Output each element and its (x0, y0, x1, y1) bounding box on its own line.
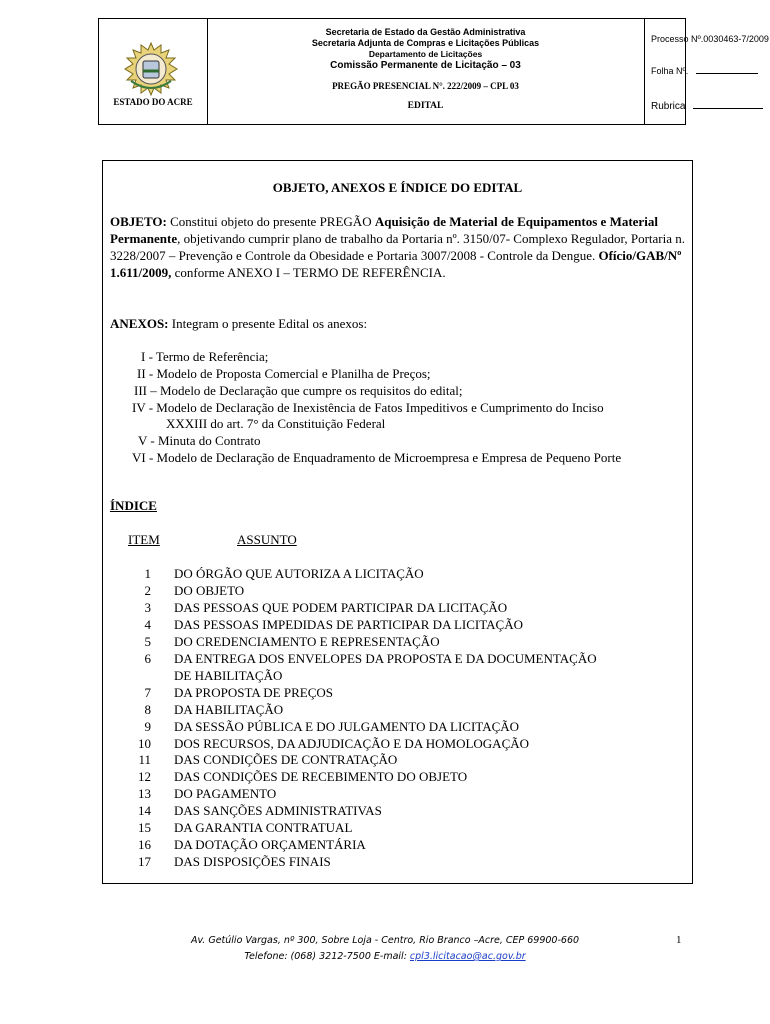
processo-number: Processo Nº.0030463-7/2009 (651, 34, 769, 44)
index-number: 10 (138, 736, 151, 751)
index-number: 3 (144, 600, 151, 615)
header-line-pregao: PREGÃO PRESENCIAL N°. 222/2009 – CPL 03 (332, 81, 519, 91)
index-number: 7 (144, 685, 151, 700)
header-line-comissao: Comissão Permanente de Licitação – 03 (330, 60, 521, 71)
header-line-edital: EDITAL (407, 101, 444, 111)
rubrica-blank (693, 100, 763, 109)
footer-email-link[interactable]: cpl3.licitacao@ac.gov.br (409, 951, 526, 962)
folha-field (651, 65, 758, 76)
index-title: DAS CONDIÇÕES DE RECEBIMENTO DO OBJETO (174, 769, 468, 784)
header-right-cell (645, 19, 770, 124)
folha-blank (696, 65, 758, 74)
footer-address: Av. Getúlio Vargas, nº 300, Sobre Loja - Centro, Rio Branco –Acre, CEP 69900-660 (190, 935, 580, 946)
folha-label: Folha Nº. (651, 66, 689, 76)
footer-contact (0, 951, 770, 962)
index-number: 2 (144, 583, 151, 598)
anexo-item: III – Modelo de Declaração que cumpre os requisitos do edital; (134, 383, 463, 398)
index-number: 4 (144, 617, 151, 632)
index-title: DA SESSÃO PÚBLICA E DO JULGAMENTO DA LICITAÇÃO (174, 719, 520, 734)
index-number: 12 (138, 769, 151, 784)
anexo-item: II - Modelo de Proposta Comercial e Planilha de Preços; (137, 366, 431, 381)
index-title: DOS RECURSOS, DA ADJUDICAÇÃO E DA HOMOLOGAÇÃO (174, 736, 530, 751)
index-title: DA DOTAÇÃO ORÇAMENTÁRIA (174, 837, 366, 852)
header-center-cell (207, 19, 645, 124)
index-number: 15 (138, 820, 151, 835)
index-title: DAS SANÇÕES ADMINISTRATIVAS (174, 803, 382, 818)
index-number: 5 (144, 634, 151, 649)
page-number: 1 (676, 934, 682, 946)
index-number: 6 (144, 651, 151, 666)
objeto-text-1: Constitui objeto do presente PREGÃO (166, 214, 375, 229)
index-title: DO CREDENCIAMENTO E REPRESENTAÇÃO (174, 634, 440, 649)
objeto-text-2: , objetivando cumprir plano de trabalho da Portaria nº. 3150/07- Complexo Regulador, Portaria n. 3228/2007 – Prevenção e Controle da Obesidade e Portaria 3007/2008 - Controle da Dengue. (110, 231, 686, 263)
index-title: DA HABILITAÇÃO (174, 702, 284, 717)
index-title: DO ÓRGÃO QUE AUTORIZA A LICITAÇÃO (174, 566, 424, 581)
header-line-departamento: Departamento de Licitações (368, 49, 483, 59)
item-column-header: ITEM (128, 532, 160, 547)
content-frame (102, 160, 693, 884)
footer-phone: Telefone: (068) 3212-7500 E-mail: (244, 951, 410, 962)
anexo-item: IV - Modelo de Declaração de Inexistência de Fatos Impeditivos e Cumprimento do Inciso (132, 400, 604, 415)
anexo-item-continuation: XXXIII do art. 7° da Constituição Federal (166, 416, 386, 431)
indice-heading: ÍNDICE (110, 498, 157, 513)
index-number: 9 (144, 719, 151, 734)
index-title: DAS DISPOSIÇÕES FINAIS (174, 854, 331, 869)
index-title: DAS CONDIÇÕES DE CONTRATAÇÃO (174, 752, 398, 767)
index-title: DO PAGAMENTO (174, 786, 277, 801)
index-number: 16 (138, 837, 151, 852)
anexos-intro (110, 316, 367, 332)
anexo-item: V - Minuta do Contrato (138, 433, 261, 448)
index-number: 13 (138, 786, 151, 801)
estado-label: ESTADO DO ACRE (113, 97, 193, 107)
anexos-label: ANEXOS: (110, 316, 169, 331)
index-title: DE HABILITAÇÃO (174, 668, 283, 683)
rubrica-field (651, 100, 763, 112)
index-number: 14 (138, 803, 151, 818)
header-line-secretaria-adjunta: Secretaria Adjunta de Compras e Licitações Públicas (311, 38, 540, 48)
section-title: OBJETO, ANEXOS E ÍNDICE DO EDITAL (272, 180, 523, 195)
anexo-item: I - Termo de Referência; (141, 349, 269, 364)
index-title: DA PROPOSTA DE PREÇOS (174, 685, 333, 700)
index-number: 11 (138, 752, 151, 767)
rubrica-label: Rubrica (651, 101, 686, 112)
objeto-bold-2: Ofício/GAB/Nº 1.611/2009, (110, 248, 682, 280)
index-title: DAS PESSOAS QUE PODEM PARTICIPAR DA LICITAÇÃO (174, 600, 508, 615)
index-number: 8 (144, 702, 151, 717)
objeto-label: OBJETO: (110, 214, 167, 229)
objeto-paragraph (110, 213, 686, 281)
objeto-text-3: conforme ANEXO I – TERMO DE REFERÊNCIA. (171, 265, 446, 280)
anexo-item: VI - Modelo de Declaração de Enquadramento de Microempresa e Empresa de Pequeno Porte (132, 450, 622, 465)
index-title: DAS PESSOAS IMPEDIDAS DE PARTICIPAR DA LICITAÇÃO (174, 617, 524, 632)
state-seal-icon (123, 41, 179, 97)
header-line-secretaria: Secretaria de Estado da Gestão Administrativa (325, 27, 526, 37)
header-seal-cell (99, 19, 208, 124)
index-title: DA ENTREGA DOS ENVELOPES DA PROPOSTA E DA DOCUMENTAÇÃO (174, 651, 597, 666)
index-number: 17 (138, 854, 151, 869)
objeto-bold-1: Aquisição de Material de Equipamentos e Material Permanente (110, 214, 658, 246)
document-header (98, 18, 769, 125)
index-title: DO OBJETO (174, 583, 245, 598)
assunto-column-header: ASSUNTO (237, 532, 297, 547)
anexos-text: Integram o presente Edital os anexos: (168, 316, 368, 331)
index-number: 1 (144, 566, 151, 581)
index-title: DA GARANTIA CONTRATUAL (174, 820, 353, 835)
